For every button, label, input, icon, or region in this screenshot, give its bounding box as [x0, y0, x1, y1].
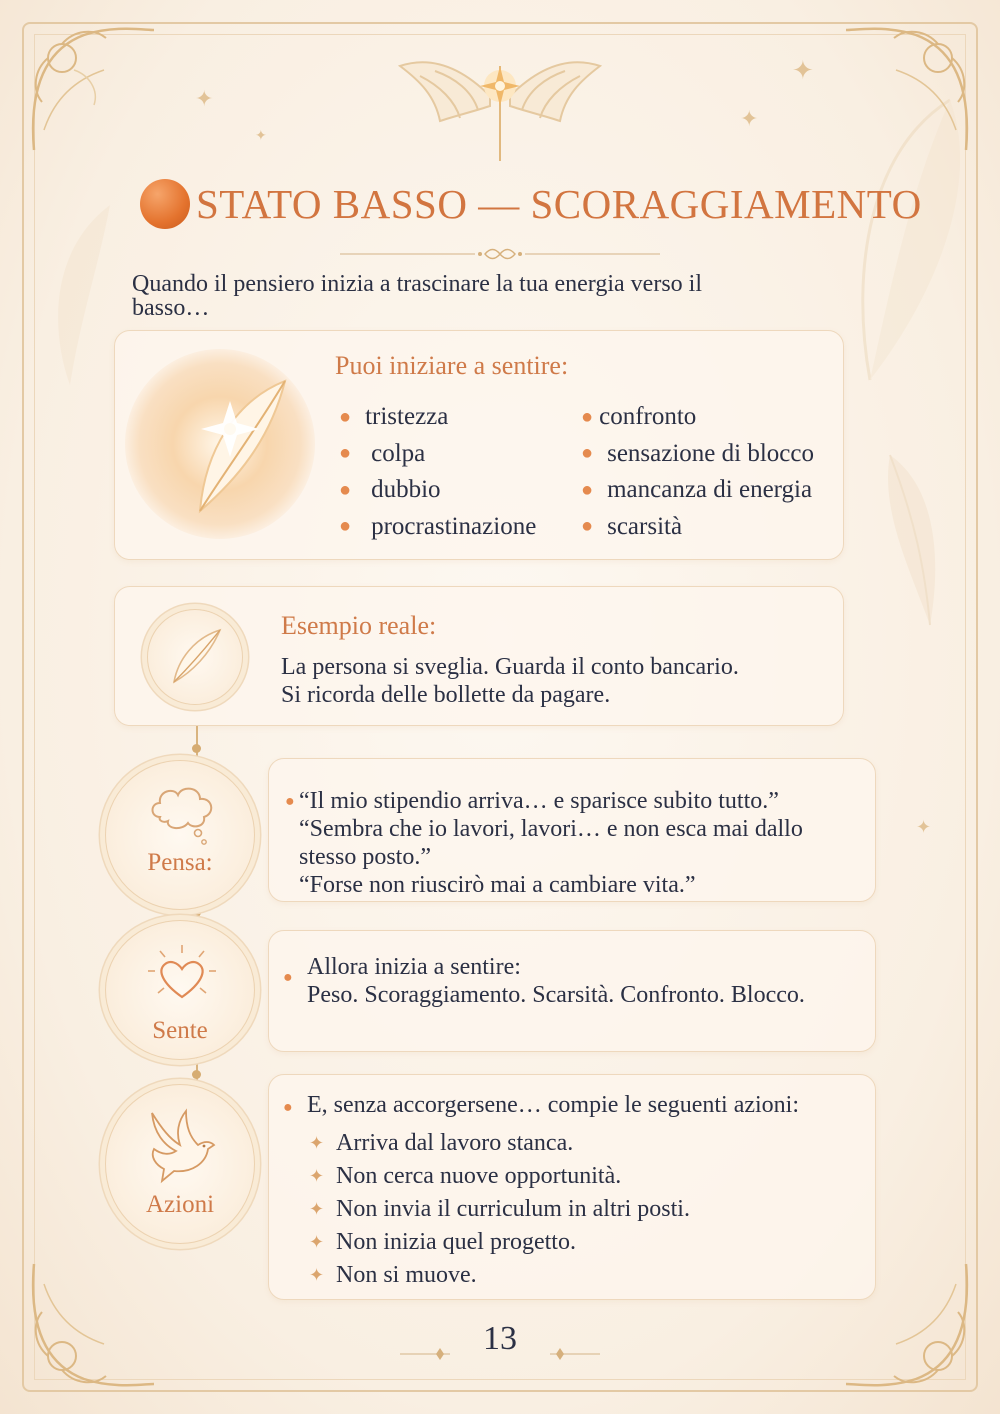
list-item-text: Arriva dal lavoro stanca.: [336, 1130, 574, 1156]
feelings-card: [114, 330, 844, 560]
star-bullet-icon: ✦: [309, 1133, 325, 1153]
feels-line: Allora inizia a sentire:: [307, 954, 521, 980]
list-item-text: sensazione di blocco: [607, 439, 814, 467]
thought-bubble-icon: [146, 779, 220, 849]
divider-ornament-icon: [340, 244, 660, 264]
sparkle-icon: ✦: [740, 106, 759, 131]
quote-line: stesso posto.”: [299, 844, 431, 870]
sparkle-icon: ✦: [792, 56, 814, 85]
list-item: [339, 436, 536, 473]
actions-label: Azioni: [145, 1191, 215, 1218]
actions-card: [268, 1074, 876, 1300]
star-bullet-icon: ✦: [309, 1199, 325, 1219]
title-row: [140, 178, 940, 230]
list-item: [581, 436, 814, 473]
list-item: [309, 1127, 690, 1160]
feather-icon: [175, 371, 305, 521]
star-bullet-icon: ✦: [309, 1232, 325, 1252]
list-item: [339, 399, 536, 436]
feelings-label: Puoi iniziare a sentire:: [335, 351, 569, 380]
feelings-list-left: [339, 399, 536, 545]
list-item: [581, 509, 814, 546]
list-item: [581, 472, 814, 509]
feels-line: Peso. Scoraggiamento. Scarsità. Confronto. Blocco.: [307, 982, 805, 1008]
list-item: [339, 509, 536, 546]
list-item: [309, 1226, 690, 1259]
list-item: [309, 1193, 690, 1226]
actions-list: [309, 1127, 690, 1292]
connector-dot: [192, 908, 201, 917]
winged-star-icon: [380, 26, 620, 166]
radiant-heart-icon: [144, 941, 220, 1011]
list-item-text: scarsità: [607, 512, 683, 540]
star-bullet-icon: ✦: [309, 1166, 325, 1186]
dove-icon: [140, 1105, 222, 1187]
orange-circle-icon: [140, 179, 190, 229]
bullet-icon: ●: [283, 1099, 293, 1116]
thinks-text: [299, 787, 869, 899]
list-item-text: tristezza: [365, 403, 449, 431]
feels-label: Sente: [152, 1017, 208, 1044]
list-item-text: mancanza di energia: [607, 476, 813, 504]
quote-line: “Forse non riuscirò mai a cambiare vita.”: [299, 872, 696, 898]
actions-medallion: [105, 1084, 255, 1244]
bullet-icon: ●: [283, 969, 293, 986]
quote-line: “Il mio stipendio arriva… e sparisce subito tutto.”: [299, 788, 779, 814]
star-bullet-icon: ✦: [309, 1265, 325, 1285]
feels-medallion: [105, 920, 255, 1060]
bullet-icon: ●: [581, 515, 594, 538]
page-number: 13: [483, 1320, 517, 1357]
thinks-label: Pensa:: [147, 849, 213, 876]
example-card: [114, 586, 844, 726]
example-line: Si ricorda delle bollette da pagare.: [281, 682, 611, 708]
corner-ornament-icon: [14, 1254, 164, 1404]
intro-line: Quando il pensiero inizia a trascinare la tua energia verso il: [132, 271, 702, 297]
example-text: [281, 653, 739, 709]
feather-icon: [164, 624, 228, 688]
sparkle-icon: ✦: [195, 86, 214, 111]
sparkle-icon: ✦: [916, 817, 932, 837]
feels-card: [268, 930, 876, 1052]
sparkle-icon: ✦: [255, 129, 267, 144]
list-item-text: Non cerca nuove opportunità.: [336, 1163, 622, 1189]
bullet-icon: ●: [581, 478, 594, 501]
page-title: STATO BASSO — SCORAGGIAMENTO: [196, 181, 922, 227]
corner-ornament-icon: [14, 10, 164, 160]
feelings-list-right: [581, 399, 814, 545]
connector-dot: [192, 744, 201, 753]
actions-intro: E, senza accorgersene… compie le seguenti azioni:: [307, 1092, 800, 1118]
bullet-icon: ●: [339, 515, 352, 538]
intro-line: basso…: [132, 295, 210, 321]
list-item-text: Non si muove.: [336, 1262, 477, 1288]
list-item-text: confronto: [599, 403, 697, 431]
list-item-text: procrastinazione: [371, 512, 537, 540]
corner-ornament-icon: [836, 10, 986, 160]
feels-text: [307, 953, 877, 1009]
list-item-text: Non inizia quel progetto.: [336, 1229, 576, 1255]
example-line: La persona si sveglia. Guarda il conto bancario.: [281, 654, 739, 680]
bullet-icon: ●: [339, 478, 352, 501]
thinks-card: [268, 758, 876, 902]
example-label: Esempio reale:: [281, 611, 437, 640]
list-item-text: colpa: [371, 439, 426, 467]
quote-line: “Sembra che io lavori, lavori… e non esca mai dallo: [299, 816, 803, 842]
bullet-icon: ●: [339, 442, 352, 465]
connector-dot: [192, 1070, 201, 1079]
list-item: [581, 399, 814, 436]
bullet-icon: ●: [581, 442, 594, 465]
list-item-text: Non invia il curriculum in altri posti.: [336, 1196, 690, 1222]
list-item: [309, 1160, 690, 1193]
bullet-icon: ●: [581, 405, 594, 428]
bullet-icon: ●: [285, 793, 295, 810]
thinks-medallion: [105, 760, 255, 910]
list-item: [339, 472, 536, 509]
list-item: [309, 1259, 690, 1292]
list-item-text: dubbio: [371, 476, 441, 504]
intro-text: [132, 272, 852, 320]
feather-medallion: [147, 609, 243, 705]
bullet-icon: ●: [339, 405, 352, 428]
